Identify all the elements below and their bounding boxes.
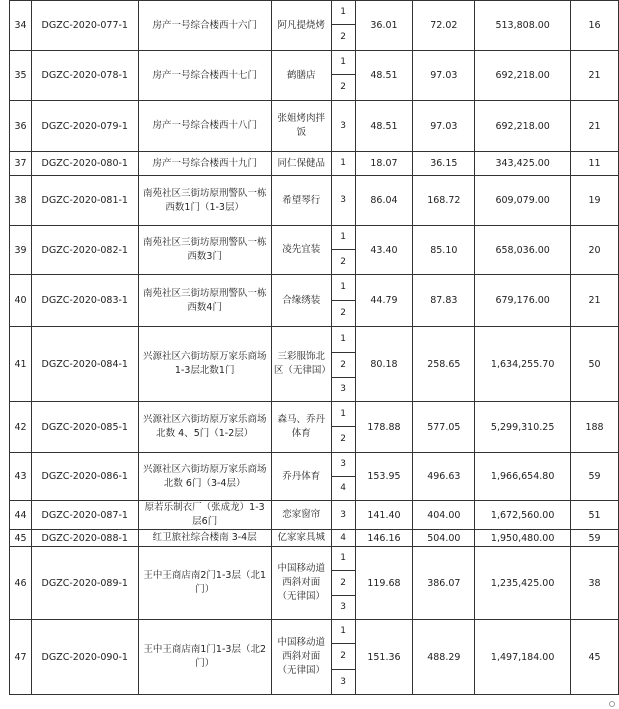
row-number: 40 bbox=[10, 275, 32, 327]
asset-code: DGZC-2020-082-1 bbox=[31, 226, 138, 275]
area-value-b: 496.63 bbox=[413, 453, 475, 501]
property-location: 南苑社区三街坊原刑警队一栋 西数3门 bbox=[138, 226, 271, 275]
area-value-b: 87.83 bbox=[413, 275, 475, 327]
table-row bbox=[10, 101, 619, 152]
asset-code: DGZC-2020-083-1 bbox=[31, 275, 138, 327]
sub-index: 1 bbox=[331, 1, 355, 25]
count-value: 19 bbox=[571, 176, 619, 226]
tenant-name: 森马、乔丹体育 bbox=[271, 402, 331, 453]
sub-index: 2 bbox=[331, 427, 355, 453]
sub-index: 4 bbox=[331, 477, 355, 501]
sub-index: 1 bbox=[331, 327, 355, 353]
price-value: 679,176.00 bbox=[475, 275, 571, 327]
area-value-a: 48.51 bbox=[355, 101, 413, 152]
row-number: 47 bbox=[10, 620, 32, 695]
table-row bbox=[10, 1, 619, 25]
area-value-a: 36.01 bbox=[355, 1, 413, 51]
price-value: 1,950,480.00 bbox=[475, 530, 571, 547]
area-value-a: 44.79 bbox=[355, 275, 413, 327]
table-row bbox=[10, 530, 619, 547]
area-value-b: 386.07 bbox=[413, 547, 475, 620]
area-value-b: 504.00 bbox=[413, 530, 475, 547]
sub-index: 4 bbox=[331, 530, 355, 547]
property-location: 红卫旅社综合楼南 3-4层 bbox=[138, 530, 271, 547]
area-value-a: 119.68 bbox=[355, 547, 413, 620]
count-value: 38 bbox=[571, 547, 619, 620]
area-value-b: 97.03 bbox=[413, 101, 475, 152]
sub-index: 1 bbox=[331, 275, 355, 301]
price-value: 1,672,560.00 bbox=[475, 501, 571, 530]
property-location: 兴源社区六街坊原万家乐商场 1-3层北数1门 bbox=[138, 327, 271, 402]
property-location: 兴源社区六街坊原万家乐商场北数 6门（3-4层） bbox=[138, 453, 271, 501]
sub-index: 1 bbox=[331, 152, 355, 176]
sub-index: 3 bbox=[331, 453, 355, 477]
price-value: 658,036.00 bbox=[475, 226, 571, 275]
price-value: 692,218.00 bbox=[475, 51, 571, 101]
row-number: 39 bbox=[10, 226, 32, 275]
property-location: 王中王商店南2门1-3层（北1门） bbox=[138, 547, 271, 620]
asset-code: DGZC-2020-078-1 bbox=[31, 51, 138, 101]
sub-index: 3 bbox=[331, 501, 355, 530]
asset-code: DGZC-2020-088-1 bbox=[31, 530, 138, 547]
price-value: 343,425.00 bbox=[475, 152, 571, 176]
area-value-b: 97.03 bbox=[413, 51, 475, 101]
table-row bbox=[10, 226, 619, 250]
row-number: 36 bbox=[10, 101, 32, 152]
tenant-name: 亿家家具城 bbox=[271, 530, 331, 547]
row-number: 45 bbox=[10, 530, 32, 547]
tenant-name: 合缘绣装 bbox=[271, 275, 331, 327]
sub-index: 1 bbox=[331, 547, 355, 571]
count-value: 51 bbox=[571, 501, 619, 530]
asset-code: DGZC-2020-079-1 bbox=[31, 101, 138, 152]
count-value: 16 bbox=[571, 1, 619, 51]
area-value-b: 577.05 bbox=[413, 402, 475, 453]
asset-code: DGZC-2020-080-1 bbox=[31, 152, 138, 176]
count-value: 21 bbox=[571, 51, 619, 101]
asset-code: DGZC-2020-089-1 bbox=[31, 547, 138, 620]
property-location: 兴源社区六街坊原万家乐商场北数 4、5门（1-2层） bbox=[138, 402, 271, 453]
sub-index: 2 bbox=[331, 75, 355, 101]
sub-index: 2 bbox=[331, 301, 355, 327]
table-row bbox=[10, 275, 619, 301]
price-value: 513,808.00 bbox=[475, 1, 571, 51]
tenant-name: 中国移动道西斜对面（无律国） bbox=[271, 620, 331, 695]
price-value: 1,235,425.00 bbox=[475, 547, 571, 620]
tenant-name: 鹤膳店 bbox=[271, 51, 331, 101]
area-value-a: 178.88 bbox=[355, 402, 413, 453]
asset-code: DGZC-2020-077-1 bbox=[31, 1, 138, 51]
table-row bbox=[10, 152, 619, 176]
price-value: 609,079.00 bbox=[475, 176, 571, 226]
tenant-name: 中国移动道西斜对面（无律国） bbox=[271, 547, 331, 620]
property-location: 原若乐制衣厂（张成龙）1-3层6门 bbox=[138, 501, 271, 530]
area-value-a: 86.04 bbox=[355, 176, 413, 226]
tenant-name: 乔丹体育 bbox=[271, 453, 331, 501]
tenant-name: 张姐烤肉拌饭 bbox=[271, 101, 331, 152]
row-number: 42 bbox=[10, 402, 32, 453]
sub-index: 1 bbox=[331, 226, 355, 250]
property-location: 房产一号综合楼西十七门 bbox=[138, 51, 271, 101]
table-row bbox=[10, 620, 619, 644]
property-location: 房产一号综合楼西十六门 bbox=[138, 1, 271, 51]
count-value: 21 bbox=[571, 101, 619, 152]
area-value-b: 404.00 bbox=[413, 501, 475, 530]
sub-index: 3 bbox=[331, 670, 355, 695]
area-value-a: 48.51 bbox=[355, 51, 413, 101]
count-value: 45 bbox=[571, 620, 619, 695]
row-number: 44 bbox=[10, 501, 32, 530]
property-table bbox=[9, 0, 619, 695]
area-value-b: 488.29 bbox=[413, 620, 475, 695]
area-value-b: 258.65 bbox=[413, 327, 475, 402]
sub-index: 1 bbox=[331, 402, 355, 427]
sub-index: 3 bbox=[331, 378, 355, 402]
sub-index: 2 bbox=[331, 25, 355, 51]
asset-code: DGZC-2020-084-1 bbox=[31, 327, 138, 402]
area-value-a: 80.18 bbox=[355, 327, 413, 402]
count-value: 11 bbox=[571, 152, 619, 176]
area-value-a: 43.40 bbox=[355, 226, 413, 275]
sub-index: 3 bbox=[331, 101, 355, 152]
property-location: 房产一号综合楼西十九门 bbox=[138, 152, 271, 176]
table-row bbox=[10, 402, 619, 427]
area-value-a: 141.40 bbox=[355, 501, 413, 530]
table-row bbox=[10, 547, 619, 571]
table-row bbox=[10, 327, 619, 353]
area-value-b: 72.02 bbox=[413, 1, 475, 51]
area-value-b: 36.15 bbox=[413, 152, 475, 176]
area-value-b: 85.10 bbox=[413, 226, 475, 275]
row-number: 34 bbox=[10, 1, 32, 51]
tenant-name: 同仁保健品 bbox=[271, 152, 331, 176]
row-number: 43 bbox=[10, 453, 32, 501]
property-location: 王中王商店南1门1-3层（北2门） bbox=[138, 620, 271, 695]
count-value: 59 bbox=[571, 453, 619, 501]
table-row bbox=[10, 51, 619, 75]
tenant-name: 恋家窗帘 bbox=[271, 501, 331, 530]
table-row bbox=[10, 453, 619, 477]
price-value: 692,218.00 bbox=[475, 101, 571, 152]
sub-index: 2 bbox=[331, 250, 355, 275]
asset-code: DGZC-2020-086-1 bbox=[31, 453, 138, 501]
area-value-a: 146.16 bbox=[355, 530, 413, 547]
asset-code: DGZC-2020-081-1 bbox=[31, 176, 138, 226]
row-number: 41 bbox=[10, 327, 32, 402]
count-value: 50 bbox=[571, 327, 619, 402]
asset-code: DGZC-2020-090-1 bbox=[31, 620, 138, 695]
price-value: 1,966,654.80 bbox=[475, 453, 571, 501]
sub-index: 2 bbox=[331, 353, 355, 378]
corner-mark-icon bbox=[609, 701, 615, 707]
count-value: 21 bbox=[571, 275, 619, 327]
price-value: 5,299,310.25 bbox=[475, 402, 571, 453]
area-value-a: 151.36 bbox=[355, 620, 413, 695]
asset-code: DGZC-2020-087-1 bbox=[31, 501, 138, 530]
sub-index: 1 bbox=[331, 51, 355, 75]
row-number: 46 bbox=[10, 547, 32, 620]
table-row bbox=[10, 501, 619, 530]
property-location: 南苑社区三街坊原刑警队一栋 西数1门（1-3层） bbox=[138, 176, 271, 226]
price-value: 1,634,255.70 bbox=[475, 327, 571, 402]
sub-index: 2 bbox=[331, 644, 355, 670]
tenant-name: 希望琴行 bbox=[271, 176, 331, 226]
tenant-name: 凌先宜装 bbox=[271, 226, 331, 275]
sub-index: 3 bbox=[331, 596, 355, 620]
asset-code: DGZC-2020-085-1 bbox=[31, 402, 138, 453]
row-number: 37 bbox=[10, 152, 32, 176]
price-value: 1,497,184.00 bbox=[475, 620, 571, 695]
area-value-a: 153.95 bbox=[355, 453, 413, 501]
tenant-name: 阿凡提烧烤 bbox=[271, 1, 331, 51]
tenant-name: 三彩服饰北区（无律国） bbox=[271, 327, 331, 402]
count-value: 188 bbox=[571, 402, 619, 453]
row-number: 38 bbox=[10, 176, 32, 226]
property-location: 房产一号综合楼西十八门 bbox=[138, 101, 271, 152]
area-value-a: 18.07 bbox=[355, 152, 413, 176]
sub-index: 3 bbox=[331, 176, 355, 226]
sub-index: 2 bbox=[331, 571, 355, 596]
row-number: 35 bbox=[10, 51, 32, 101]
count-value: 59 bbox=[571, 530, 619, 547]
count-value: 20 bbox=[571, 226, 619, 275]
sub-index: 1 bbox=[331, 620, 355, 644]
area-value-b: 168.72 bbox=[413, 176, 475, 226]
property-location: 南苑社区三街坊原刑警队一栋 西数4门 bbox=[138, 275, 271, 327]
table-row bbox=[10, 176, 619, 226]
